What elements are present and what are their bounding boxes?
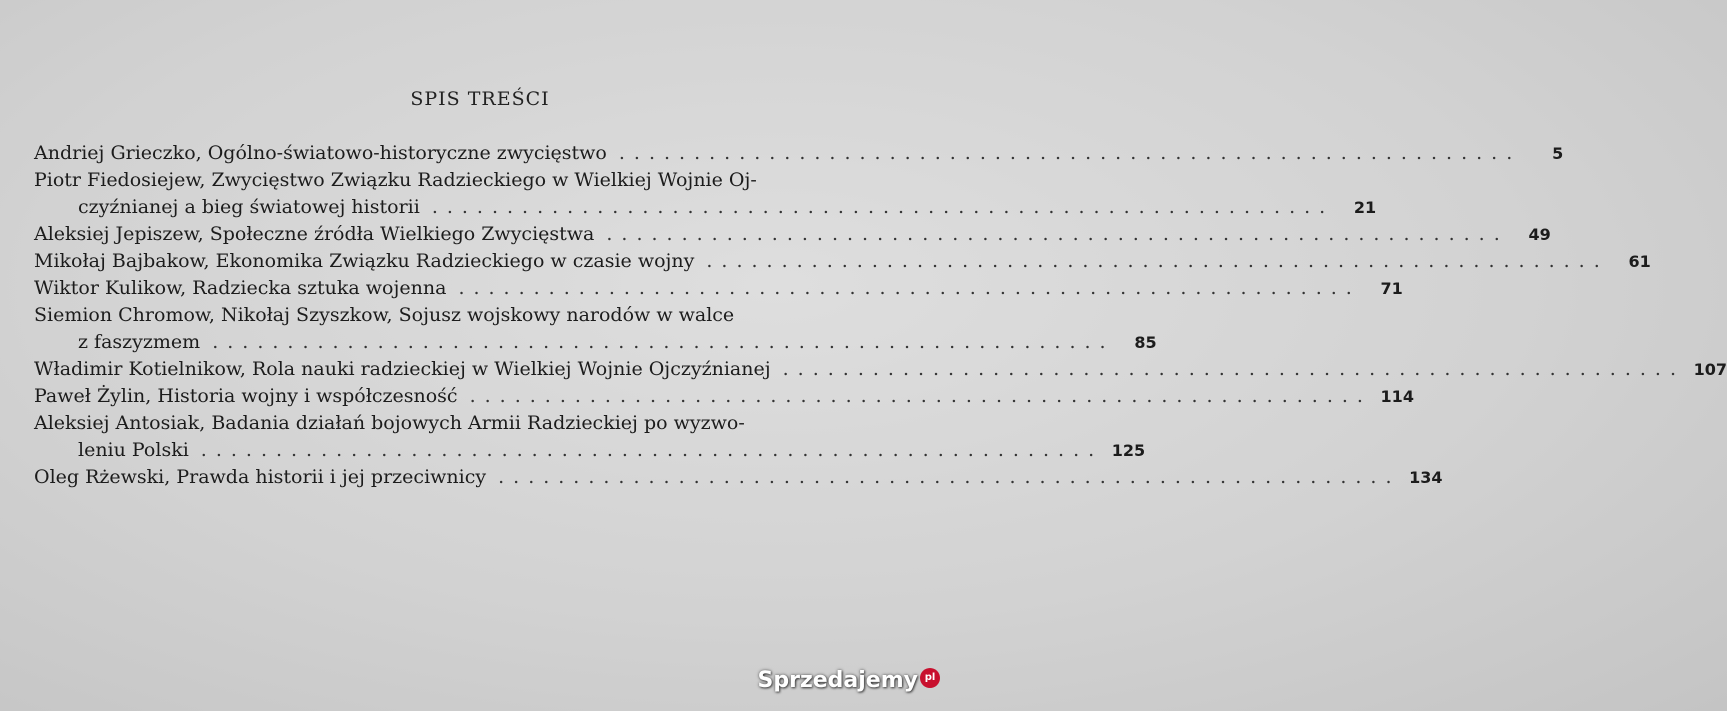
dot-leader: ............................................................	[200, 439, 1104, 461]
dot-leader: ............................................................	[458, 277, 1361, 299]
toc-entry-line: Oleg Rżewski, Prawda historii i jej przeciwnicy	[34, 466, 487, 488]
toc-entry	[34, 302, 1157, 356]
toc-entry-line: Siemion Chromow, Nikołaj Szyszkow, Sojusz wojskowy narodów w walce	[34, 304, 735, 326]
toc-entry-line: Aleksiej Antosiak, Badania działań bojowych Armii Radzieckiej po wyzwo-	[34, 412, 745, 434]
page-number: 107	[1693, 360, 1727, 379]
dot-leader: ............................................................	[782, 358, 1685, 380]
page-number: 5	[1552, 144, 1564, 163]
toc-entry-line: Mikołaj Bajbakow, Ekonomika Związku Radzieckiego w czasie wojny	[34, 250, 695, 272]
dot-leader: ............................................................	[706, 250, 1609, 272]
toc-entry-line: Piotr Fiedosiejew, Zwycięstwo Związku Radzieckiego w Wielkiej Wojnie Oj-	[34, 169, 757, 191]
toc-entry-line: Paweł Żylin, Historia wojny i współczesność	[34, 385, 458, 407]
watermark-text: Sprzedajemy	[757, 668, 918, 693]
page-number: 85	[1134, 333, 1157, 352]
dot-leader: ............................................................	[431, 196, 1335, 218]
toc-entry	[34, 464, 1443, 491]
page-number: 49	[1528, 225, 1551, 244]
page-title: SPIS TREŚCI	[410, 88, 550, 110]
page-number: 21	[1353, 198, 1377, 217]
dot-leader: ............................................................	[618, 142, 1522, 164]
dot-leader: ............................................................	[212, 331, 1115, 353]
toc-entry	[34, 167, 1377, 221]
page-number: 125	[1111, 441, 1146, 460]
toc-entry-line: Aleksiej Jepiszew, Społeczne źródła Wielkiego Zwycięstwa	[34, 223, 595, 245]
toc-entry	[34, 140, 1564, 167]
toc-entry-line: leniu Polski	[78, 439, 189, 461]
dot-leader: ............................................................	[498, 466, 1401, 488]
page-number: 61	[1628, 252, 1651, 271]
toc-entry	[34, 356, 1727, 383]
page-number: 134	[1409, 468, 1443, 487]
table-of-contents	[34, 140, 1727, 491]
sprzedajemy-watermark	[758, 668, 941, 693]
page-number: 71	[1380, 279, 1403, 298]
toc-entry	[34, 410, 1146, 464]
toc-entry	[34, 275, 1403, 302]
page-number: 114	[1380, 387, 1414, 406]
toc-entry	[34, 248, 1651, 275]
toc-entry	[34, 221, 1551, 248]
toc-entry-line: czyźnianej a bieg światowej historii	[78, 196, 420, 218]
toc-entry-line: Andriej Grieczko, Ogólno-światowo-historyczne zwycięstwo	[34, 142, 607, 164]
toc-entry	[34, 383, 1414, 410]
toc-entry-line: Wiktor Kulikow, Radziecka sztuka wojenna	[34, 277, 447, 299]
toc-entry-line: z faszyzmem	[78, 331, 201, 353]
dot-leader: ............................................................	[606, 223, 1509, 245]
toc-entry-line: Władimir Kotielnikow, Rola nauki radzieckiej w Wielkiej Wojnie Ojczyźnianej	[34, 358, 771, 380]
watermark-badge: pl	[920, 668, 940, 688]
dot-leader: ............................................................	[469, 385, 1372, 407]
